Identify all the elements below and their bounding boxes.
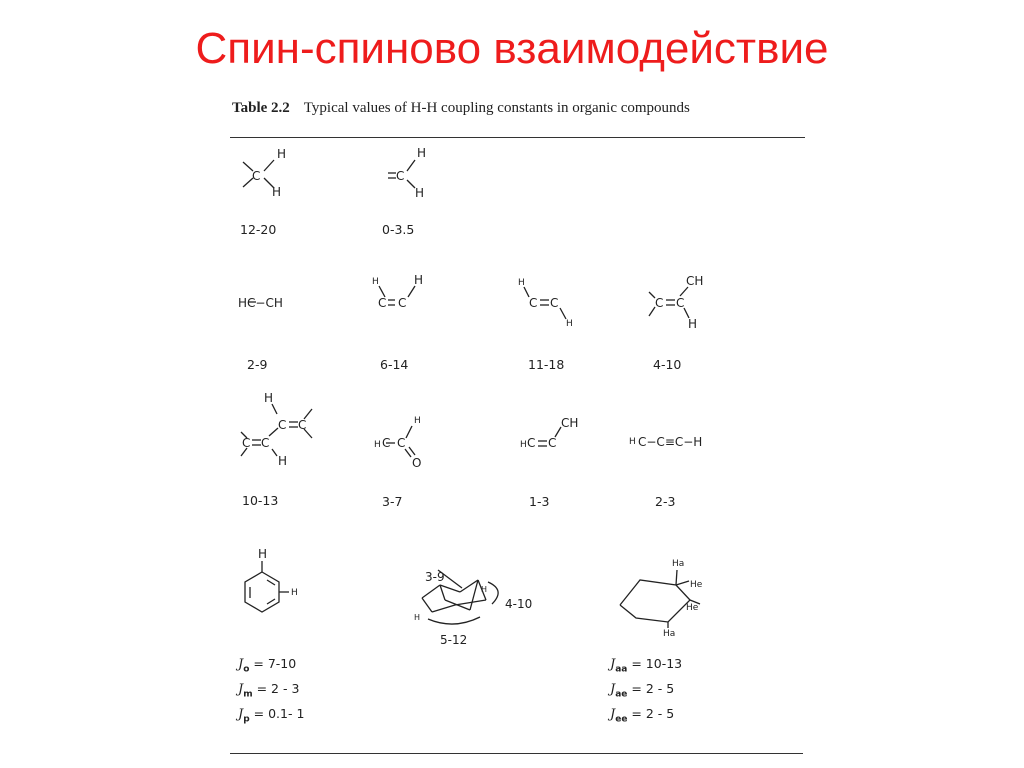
cyclohexane-he: He [686,603,699,613]
label-h: H [258,547,268,561]
label-c: C [242,436,251,450]
label-h: H [277,147,287,161]
cyclohexane-j-ae: $J_{ae} = 2 - 5$ [610,681,675,700]
label-c: C [397,436,406,450]
label-c: C [676,296,685,310]
label-h: H [688,317,698,331]
label-h: H [481,585,488,594]
coupling-value: 2-9 [247,357,268,372]
label-h: H [520,440,527,450]
label-h: H [374,440,381,450]
label-c: C [548,436,557,450]
label-h: H [414,416,421,426]
label-c: C [655,296,664,310]
label-h: H [415,186,425,200]
benzene-j-ortho: $J_o = 7-10$ [238,656,297,675]
cyclohexane-he: He [690,580,703,590]
coupling-value: 12-20 [240,222,277,237]
label-c: C [382,436,391,450]
cyclohexane-j-ee: $J_{ee} = 2 - 5$ [610,706,675,725]
label-h: H [278,454,288,468]
label-hc-ch: HC−CH [238,296,283,310]
label-c: C [252,169,261,183]
cyclohexane-j-aa: $J_{aa} = 10-13$ [610,656,683,675]
label-c: C [278,418,287,432]
coupling-value: 1-3 [529,494,550,509]
coupling-value: 0-3.5 [382,222,415,237]
benzene-j-para: $J_p = 0.1-$ 1 [238,706,305,725]
norbornane-j1: 3-9 [425,570,445,584]
cyclohexane-ha: Ha [663,629,676,639]
label-c: C [529,296,538,310]
label-h: H [417,146,427,160]
label-ch: CH [561,416,579,430]
label-h: H [629,437,636,447]
coupling-value: 2-3 [655,494,676,509]
table-caption-text: Typical values of H-H coupling constants in organic compounds [303,100,690,116]
coupling-value: 10-13 [242,493,279,508]
label-c: C [298,418,307,432]
label-h: H [291,588,298,598]
label-h: H [414,613,421,622]
label-c: C [527,436,536,450]
coupling-value: 3-7 [382,494,403,509]
label-c: C [396,169,405,183]
label-c: C [550,296,559,310]
benzene-ring [245,561,289,612]
coupling-value: 11-18 [528,357,565,372]
norbornane-j3: 5-12 [440,633,468,647]
label-c: C [398,296,407,310]
label-h: H [264,391,274,405]
label-c: C [378,296,387,310]
label-h: H [272,185,282,199]
benzene-j-meta: $J_m = 2 - 3$ [238,681,300,700]
label-h: H [566,319,573,329]
cyclohexane-chair [620,570,700,628]
coupling-value: 4-10 [653,357,682,372]
label-alkyne: C−C≡C−H [638,435,703,449]
slide-title: Спин-спиново взаимодействие [195,24,829,73]
norbornane-j2: 4-10 [505,597,533,611]
label-o: O [412,456,422,470]
label-ch: CH [686,274,704,288]
cyclohexane-ha: Ha [672,559,685,569]
label-h: H [518,278,525,288]
table-label: Table 2.2 [232,100,290,116]
label-h: H [372,277,379,287]
label-h: H [414,273,424,287]
label-c: C [261,436,270,450]
coupling-value: 6-14 [380,357,409,372]
